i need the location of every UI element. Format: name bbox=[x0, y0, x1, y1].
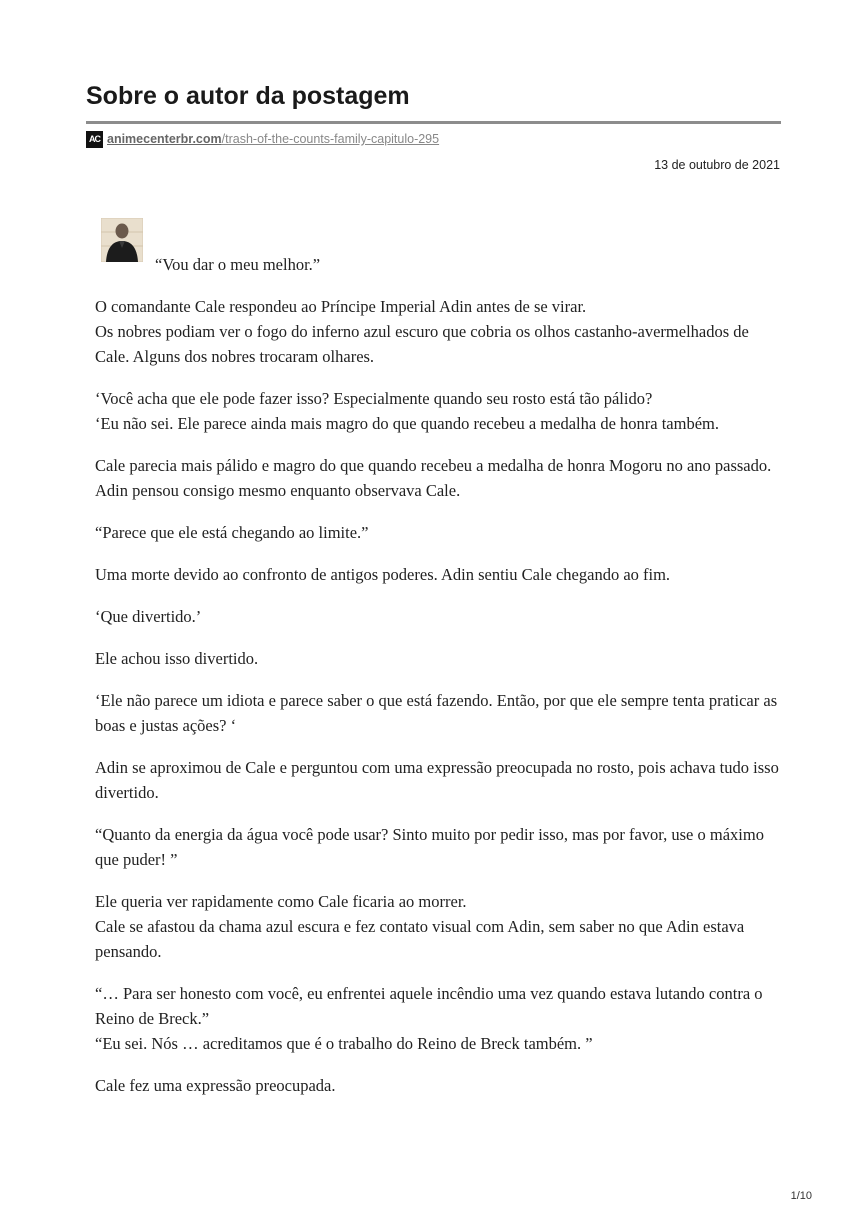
paragraph-line: Ele achou isso divertido. bbox=[95, 649, 259, 668]
article-paragraph bbox=[95, 889, 785, 964]
paragraph-line: ‘Ele não parece um idiota e parece saber o que está fazendo. Então, por que ele sempre tenta praticar as boas e justas ações? ‘ bbox=[95, 691, 778, 735]
article-paragraph bbox=[95, 562, 785, 587]
paragraph-line: “Eu sei. Nós … acreditamos que é o trabalho do Reino de Breck também. ” bbox=[95, 1034, 593, 1053]
article-paragraph bbox=[95, 755, 785, 805]
paragraph-line: “Quanto da energia da água você pode usar? Sinto muito por pedir isso, mas por favor, use o máximo que puder! ” bbox=[95, 825, 764, 869]
title-divider bbox=[86, 121, 781, 124]
paragraph-line: ‘Você acha que ele pode fazer isso? Especialmente quando seu rosto está tão pálido? bbox=[95, 389, 653, 408]
paragraph-line: Cale se afastou da chama azul escura e fez contato visual com Adin, sem saber no que Adin estava pensando. bbox=[95, 917, 745, 961]
paragraph-line: O comandante Cale respondeu ao Príncipe Imperial Adin antes de se virar. bbox=[95, 297, 587, 316]
source-domain[interactable]: animecenterbr.com bbox=[107, 132, 222, 146]
paragraph-line: Uma morte devido ao confronto de antigos poderes. Adin sentiu Cale chegando ao fim. bbox=[95, 565, 671, 584]
article-paragraph bbox=[95, 386, 785, 436]
paragraph-line: ‘Eu não sei. Ele parece ainda mais magro do que quando recebeu a medalha de honra também. bbox=[95, 414, 719, 433]
article-paragraph bbox=[95, 646, 785, 671]
paragraph-line: “Parece que ele está chegando ao limite.” bbox=[95, 523, 369, 542]
paragraph-line: “… Para ser honesto com você, eu enfrentei aquele incêndio uma vez quando estava lutando contra o Reino de Breck.” bbox=[95, 984, 763, 1028]
paragraph-line: Os nobres podiam ver o fogo do inferno azul escuro que cobria os olhos castanho-avermelhados de Cale. Alguns dos nobres trocaram olhares. bbox=[95, 322, 749, 366]
paragraph-line: “Vou dar o meu melhor.” bbox=[155, 255, 321, 274]
page-number: 1/10 bbox=[790, 1190, 812, 1202]
article-paragraph bbox=[95, 822, 785, 872]
paragraph-line: Adin se aproximou de Cale e perguntou com uma expressão preocupada no rosto, pois achava tudo isso divertido. bbox=[95, 758, 779, 802]
paragraph-line: Cale fez uma expressão preocupada. bbox=[95, 1076, 336, 1095]
article-paragraph bbox=[95, 688, 785, 738]
article-paragraph bbox=[95, 604, 785, 629]
article-paragraph bbox=[95, 294, 785, 369]
page-title: Sobre o autor da postagem bbox=[86, 82, 410, 110]
paragraph-line: Cale parecia mais pálido e magro do que quando recebeu a medalha de honra Mogoru no ano passado. bbox=[95, 456, 772, 475]
paragraph-line: Adin pensou consigo mesmo enquanto observava Cale. bbox=[95, 481, 461, 500]
article-paragraph bbox=[95, 252, 785, 277]
paragraph-line: Ele queria ver rapidamente como Cale ficaria ao morrer. bbox=[95, 892, 467, 911]
site-favicon-icon: AC bbox=[86, 131, 103, 148]
article-body bbox=[95, 252, 785, 1115]
source-link[interactable] bbox=[86, 130, 439, 148]
paragraph-line: ‘Que divertido.’ bbox=[95, 607, 202, 626]
article-paragraph bbox=[95, 1073, 785, 1098]
article-paragraph bbox=[95, 520, 785, 545]
article-paragraph bbox=[95, 981, 785, 1056]
source-path[interactable]: /trash-of-the-counts-family-capitulo-295 bbox=[221, 132, 440, 146]
post-date: 13 de outubro de 2021 bbox=[654, 158, 780, 172]
article-paragraph bbox=[95, 453, 785, 503]
